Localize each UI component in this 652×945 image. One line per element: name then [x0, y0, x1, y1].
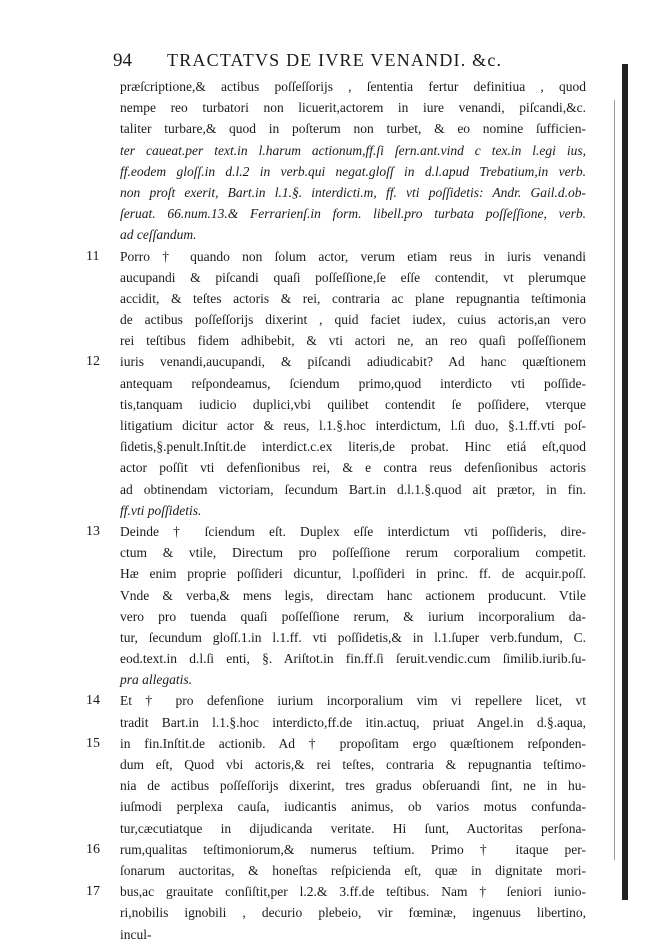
body-text — [86, 76, 586, 945]
page-header — [113, 50, 603, 76]
page-edge-shadow — [622, 64, 628, 900]
text-line — [120, 203, 586, 224]
text-line — [120, 563, 586, 584]
line-text: ter caueat.per text.in l.harum actionum,ff.ſi ſern.ant.vind c tex.in l.egi ius, — [120, 142, 586, 158]
line-text: tur,cæcutiatque in dijudicanda veritate. Hi ſunt, Auctoritas perſona- — [120, 820, 586, 836]
text-line — [120, 182, 586, 203]
line-text: eod.text.in d.l.ſi enti, §. Ariſtot.in fin.ff.ſi ſeruit.vendic.cum ſimilib.iurib.ſu- — [120, 651, 586, 667]
line-text: non proſt exerit, Bart.in l.1.§. interdicti.m, ff. vti poſſidetis: Andr. Gail.d.ob- — [120, 184, 586, 200]
line-text: tis,tanquam iudicio duplici,vbi quilibet contendit ſe poſſidere, vterque — [120, 396, 586, 412]
text-line — [120, 627, 586, 648]
text-line — [120, 860, 586, 881]
text-line — [86, 733, 586, 754]
line-text: Deinde † ſciendum eſt. Duplex eſſe interdictum vti poſſideris, dire- — [120, 523, 586, 539]
line-text: ſidetis,§.penult.Inſtit.de interdict.c.ex literis,de probat. Hinc etiá eſt,quod — [120, 439, 586, 455]
text-line — [120, 97, 586, 118]
text-line — [120, 479, 586, 500]
line-text: Et † pro defenſione iurium incorporalium vim vi repellere licet, vt — [120, 693, 586, 709]
text-line — [120, 394, 586, 415]
text-line — [120, 796, 586, 817]
text-line — [120, 267, 586, 288]
text-line — [120, 373, 586, 394]
page-number: 94 — [113, 50, 132, 71]
text-line — [120, 606, 586, 627]
text-line — [120, 118, 586, 139]
line-text: aucupandi & piſcandi quaſi poſſeſſione,ſe eſſe contendit, vt plerumque — [120, 269, 586, 285]
line-text: rei teſtibus fidem adhibebit, & vti actori ne, an reo quaſi poſſeſſionem — [120, 333, 586, 349]
line-text: incul- — [120, 926, 152, 942]
marginal-number: 17 — [86, 884, 100, 900]
line-text: ri,nobilis ignobili , decurio plebeio, vir fœminæ, ingenuus libertino, — [120, 905, 586, 921]
line-text: nia de actibus poſſeſſorijs dixerint, tres gradus obſeruandi ſint, ne in hu- — [120, 778, 586, 794]
line-text: antequam reſpondeamus, ſciendum primo,quod interdicto vti poſſide- — [120, 375, 586, 391]
line-text: rum,qualitas teſtimoniorum,& numerus teſtium. Primo † itaque per- — [120, 841, 586, 857]
line-text: actor poſſit vti defenſionibus rei, & e contra reus defenſionibus actoris — [120, 460, 586, 476]
line-text: ſeruat. 66.num.13.& Ferrarienſ.in form. libell.pro turbata poſſeſſione, verb. — [120, 206, 586, 222]
marginal-number: 11 — [86, 248, 100, 264]
text-line — [86, 521, 586, 542]
line-text: ſonarum auctoritas, & honeſtas reſpicienda eſt, quæ in dignitate mori- — [120, 862, 586, 878]
text-line — [86, 351, 586, 372]
text-line — [86, 690, 586, 711]
line-text: dum eſt, Quod vbi actoris,& rei teſtes, contraria & repugnantia teſtimo- — [120, 757, 586, 772]
line-text: vero pro tuenda quaſi poſſeſſione rerum, & iurium incorporalium da- — [120, 608, 586, 624]
line-text: ad obtinendam victoriam, ſecundum Bart.in d.l.1.§.quod ait prætor, in fin. — [120, 481, 586, 497]
text-line — [120, 224, 586, 245]
text-line — [120, 585, 586, 606]
text-line — [120, 775, 586, 796]
text-line — [120, 288, 586, 309]
text-line — [120, 669, 586, 690]
marginal-number: 14 — [86, 693, 100, 709]
line-text: tradit Bart.in l.1.§.hoc interdicto,ff.de itin.actuq, priuat Angel.in d.§.aqua, — [120, 714, 586, 730]
line-text: iuris venandi,aucupandi, & piſcandi adiudicabit? Ad hanc quæſtionem — [120, 354, 586, 370]
text-line — [120, 648, 586, 669]
line-text: litigatium dicitur actor & reus, l.1.§.hoc interdictum, l.ſi duo, §.1.ff.vti poſ- — [120, 418, 586, 433]
marginal-number: 13 — [86, 523, 100, 539]
line-text: in fin.Inſtit.de actionib. Ad † propoſitam ergo quæſtionem reſponden- — [120, 735, 586, 751]
page-edge-line — [614, 100, 615, 860]
text-line — [120, 140, 586, 161]
line-text: ad ceſſandum. — [120, 227, 197, 243]
line-text: Vnde & verba,& mens legis, directam hanc actionem producunt. Vtile — [120, 587, 586, 603]
line-text: iuſmodi perplexa cauſa, iudicantis animus, ob varios motus confunda- — [120, 799, 586, 815]
text-line — [120, 902, 586, 923]
text-line — [86, 839, 586, 860]
line-text: ff.vti poſſidetis. — [120, 502, 202, 518]
text-line — [120, 436, 586, 457]
marginal-number: 16 — [86, 841, 100, 857]
line-text: ctum & vtile, Directum pro poſſeſſione rerum corporalium competit. — [120, 545, 586, 561]
line-text: præſcriptione,& actibus poſſeſſorijs , ſententia fertur definitiua , quod — [120, 79, 586, 94]
text-line — [120, 818, 586, 839]
marginal-number: 15 — [86, 735, 100, 751]
text-line — [120, 457, 586, 478]
text-line — [120, 542, 586, 563]
text-line — [120, 309, 586, 330]
text-line — [120, 924, 586, 945]
text-line — [120, 712, 586, 733]
line-text: taliter turbare,& quod in poſterum non turbet, & eo nomine ſufficien- — [120, 121, 586, 137]
text-line — [120, 415, 586, 436]
line-text: Hæ enim proprie poſſideri dicuntur, l.poſſideri in princ. ff. de acquir.poſſ. — [120, 566, 586, 582]
running-head: TRACTATVS DE IVRE VENANDI. &c. — [167, 50, 503, 70]
text-line — [86, 246, 586, 267]
line-text: de actibus poſſeſſorijs dixerint , quid faciet iudex, cuius actoris,an vero — [120, 312, 586, 328]
line-text: ff.eodem gloſſ.in d.l.2 in verb.qui negat.gloſſ in d.l.apud Trebatium,in verb. — [120, 163, 586, 179]
line-text: nempe reo turbatori non licuerit,actorem in iure venandi, piſcandi,&c. — [120, 100, 586, 116]
text-line — [120, 500, 586, 521]
text-line — [86, 881, 586, 902]
marginal-number: 12 — [86, 354, 100, 370]
text-line — [120, 754, 586, 775]
line-text: pra allegatis. — [120, 672, 193, 688]
line-text: accidit, & teſtes actoris & rei, contraria ac plane repugnantia teſtimonia — [120, 290, 586, 306]
line-text: bus,ac grauitate conſiſtit,per l.2.& 3.ff.de teſtibus. Nam † ſeniori iunio- — [120, 884, 586, 900]
text-line — [120, 76, 586, 97]
text-line — [120, 330, 586, 351]
line-text: Porro † quando non ſolum actor, verum etiam reus in iuris venandi — [120, 248, 586, 264]
line-text: tur, ſecundum gloſſ.1.in l.1.ff. vti poſſidetis,& in l.1.ſuper verb.fundum, C. — [120, 629, 586, 645]
text-line — [120, 161, 586, 182]
